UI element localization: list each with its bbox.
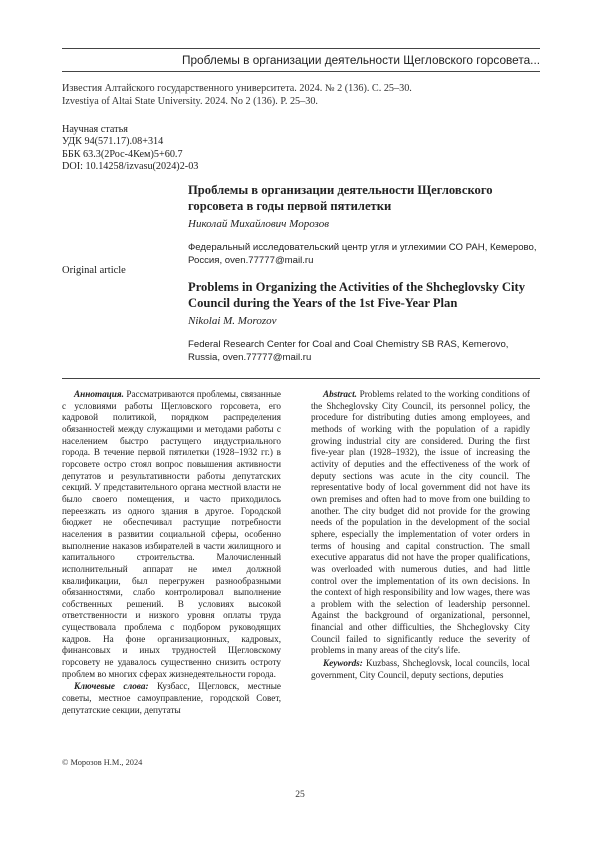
- abstract-ru: [62, 389, 281, 680]
- abstract-en-label: Abstract.: [323, 389, 357, 399]
- abstract-ru-text: Рассматриваются проблемы, связанные с условиями работы Щегловского горсовета, его кадровой политикой, порядком распределения обязанностей между служащими и методами работы с населением быстро растущего индустриального города. В течение первой пятилетки (1928–1932 гг.) в горсовете остро стоял вопрос повышения активности депутатов и результативности работы депутатских секций. У представительного органа местной власти не было своего помещения, и часто приходилось переезжать из одного здания в другое. Городской бюджет не обеспечивал растущие потребности населения в развитии социальной сферы, особенно выполнение наказов избирателей в части жилищного и капитального строительства. Малочисленный исполнительный аппарат не имел должной квалификации, был перегружен разнообразными обязанностями, слабо контролировал выполнение собственных решений. В условиях высокой ответственности и низкого уровня оплаты труда существовала проблема с подбором руководящих кадров. На фоне организационных, кадровых, финансовых и иных трудностей Щегловскому горсовету не удавалось существенно снизить остроту проблем во многих сферах жизнедеятельности города.: [62, 389, 281, 679]
- citation-ru: Известия Алтайского государственного университета. 2024. № 2 (136). С. 25–30.: [62, 83, 412, 94]
- ru-author: Николай Михайлович Морозов: [188, 218, 329, 230]
- section-divider: [62, 378, 540, 379]
- en-author: Nikolai M. Morozov: [188, 315, 277, 327]
- copyright: © Морозов Н.М., 2024: [62, 758, 143, 767]
- abstract-ru-label: Аннотация.: [74, 389, 124, 399]
- abstract-ru-column: [62, 389, 281, 716]
- en-title: Problems in Organizing the Activities of the Shcheglovsky City Council during the Years of the 1st Five-Year Plan: [188, 280, 525, 310]
- keywords-ru-label: Ключевые слова:: [74, 681, 149, 692]
- page-number: 25: [295, 789, 305, 800]
- en-affiliation: Federal Research Center for Coal and Coal Chemistry SB RAS, Kemerovo, Russia, oven.77777@mail.ru: [188, 339, 509, 364]
- abstract-en-text: Problems related to the working conditions of the Shcheglovsky City Council, its personnel policy, the procedure for distributing duties among employees, and methods of working with the population of a rapidly growing industrial city are considered. During the first five-year plan (1928–1932), the issue of increasing the activity of deputies and the effectiveness of the work of deputy sections was acute in the city council. The representative body of local government did not have its own premises and often had to move from one building to another. The city budget did not provide for the growing needs of the population in the development of the social sphere, especially the implementation of voter orders in terms of housing and capital construction. The small executive apparatus did not have the proper qualifications, was overloaded with numerous duties, and had little control over the implementation of its own decisions. In the context of high responsibility and low wages, there was a problem with the selection of leadership personnel. Against the background of organizational, personnel, financial and other difficulties, the Shcheglovsky City Council failed to significantly reduce the severity of problems in many areas of the city's life.: [311, 389, 530, 656]
- original-article-label: Original article: [62, 265, 126, 276]
- keywords-ru: [62, 681, 281, 716]
- running-head: Проблемы в организации деятельности Щегловского горсовета...: [62, 48, 540, 72]
- abstract-en-column: [311, 389, 530, 681]
- bbk-code: ББК 63.3(2Рос-4Кем)5+60.7: [62, 148, 183, 160]
- doi: DOI: 10.14258/izvasu(2024)2-03: [62, 161, 199, 173]
- udc-code: УДК 94(571.17).08+314: [62, 136, 164, 148]
- keywords-en: [311, 658, 530, 681]
- ru-affiliation: Федеральный исследовательский центр угля и углехимии СО РАН, Кемерово, Россия, oven.77777@mail.ru: [188, 242, 537, 267]
- keywords-ru-text: Кузбасс, Щегловск, местные советы, местное самоуправление, городской Совет, депутатские секции, депутаты: [62, 681, 281, 715]
- article-meta: [62, 124, 198, 174]
- ru-title: Проблемы в организации деятельности Щегловского горсовета в годы первой пятилетки: [188, 183, 493, 213]
- abstract-en: [311, 389, 530, 657]
- citation-en: Izvestiya of Altai State University. 2024. No 2 (136). P. 25–30.: [62, 96, 318, 108]
- article-type: Научная статья: [62, 124, 128, 135]
- keywords-en-text: Kuzbass, Shcheglovsk, local councils, local government, City Council, deputy sections, deputies: [311, 658, 530, 680]
- keywords-en-label: Keywords:: [323, 658, 363, 669]
- citation-block: [62, 82, 412, 109]
